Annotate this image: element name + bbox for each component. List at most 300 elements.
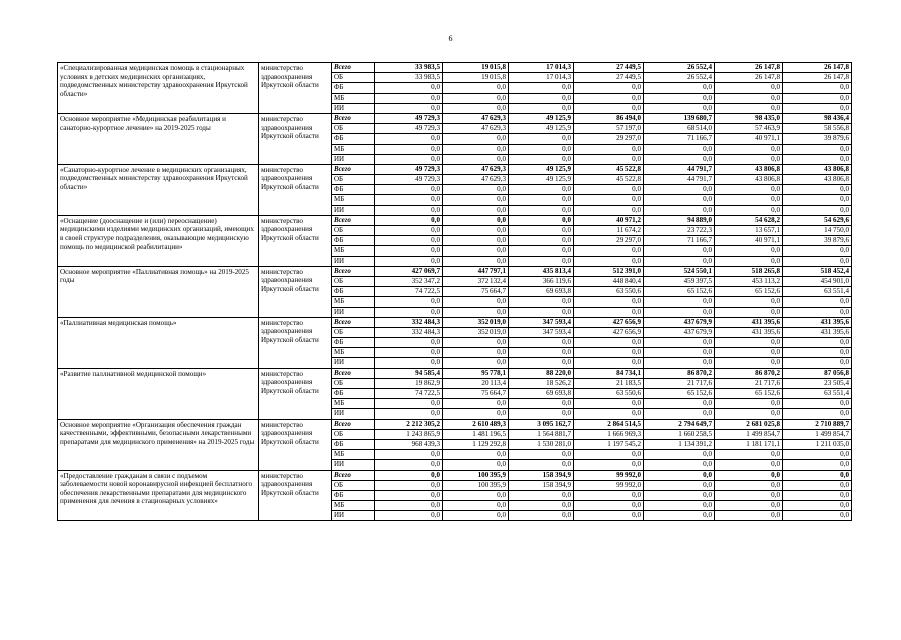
amount-cell: 0,0 [375,83,443,93]
amount-cell: 0,0 [644,490,715,500]
amount-cell: 0,0 [443,460,509,470]
amount-cell: 0,0 [574,103,644,113]
funding-source: ОБ [332,276,375,286]
amount-cell: 0,0 [509,83,574,93]
amount-cell: 88 220,0 [509,368,574,378]
funding-source: МБ [332,399,375,409]
responsible-executor: министерство здравоохранения Иркутской области [259,63,332,114]
amount-cell: 0,0 [509,490,574,500]
amount-cell: 68 514,0 [644,124,715,134]
amount-cell: 0,0 [509,501,574,511]
amount-cell: 0,0 [443,358,509,368]
amount-cell: 65 152,6 [644,287,715,297]
amount-cell: 20 113,4 [443,378,509,388]
amount-cell: 1 243 865,9 [375,429,443,439]
amount-cell: 0,0 [443,144,509,154]
amount-cell: 0,0 [375,480,443,490]
funding-source: Всего [332,164,375,174]
amount-cell: 45 522,8 [574,164,644,174]
amount-cell: 0,0 [574,185,644,195]
amount-cell: 0,0 [783,154,852,164]
funding-source: ФБ [332,338,375,348]
funding-source: ИИ [332,358,375,368]
amount-cell: 0,0 [574,307,644,317]
amount-cell: 0,0 [715,307,783,317]
amount-cell: 39 879,6 [783,236,852,246]
amount-cell: 1 564 881,7 [509,429,574,439]
amount-cell: 437 679,9 [644,317,715,327]
amount-cell: 0,0 [509,511,574,521]
amount-cell: 18 526,2 [509,378,574,388]
amount-cell: 86 494,0 [574,113,644,123]
amount-cell: 100 395,9 [443,470,509,480]
amount-cell: 332 484,3 [375,327,443,337]
amount-cell: 0,0 [715,205,783,215]
funding-source: ФБ [332,134,375,144]
amount-cell: 69 693,8 [509,287,574,297]
funding-source: ИИ [332,154,375,164]
amount-cell: 0,0 [574,501,644,511]
amount-cell: 352 019,0 [443,317,509,327]
amount-cell: 0,0 [574,358,644,368]
amount-cell: 95 778,1 [443,368,509,378]
amount-cell: 23 722,3 [644,226,715,236]
amount-cell: 0,0 [509,460,574,470]
amount-cell: 0,0 [644,348,715,358]
amount-cell: 49 125,9 [509,113,574,123]
amount-cell: 19 015,8 [443,63,509,73]
funding-source: ФБ [332,490,375,500]
amount-cell: 65 152,6 [715,389,783,399]
amount-cell: 11 674,2 [574,226,644,236]
amount-cell: 0,0 [644,256,715,266]
funding-source: Всего [332,215,375,225]
funding-source: МБ [332,297,375,307]
amount-cell: 0,0 [715,144,783,154]
amount-cell: 0,0 [644,501,715,511]
amount-cell: 0,0 [783,83,852,93]
amount-cell: 0,0 [509,399,574,409]
amount-cell: 1 181 171,1 [715,439,783,449]
table-row [58,266,852,276]
funding-source: ИИ [332,460,375,470]
funding-source: МБ [332,450,375,460]
amount-cell: 0,0 [443,154,509,164]
amount-cell: 2 681 025,8 [715,419,783,429]
amount-cell: 427 656,9 [574,327,644,337]
amount-cell: 0,0 [574,399,644,409]
amount-cell: 69 693,8 [509,389,574,399]
amount-cell: 0,0 [783,297,852,307]
amount-cell: 0,0 [509,154,574,164]
amount-cell: 0,0 [375,93,443,103]
amount-cell: 29 297,0 [574,236,644,246]
funding-source: МБ [332,348,375,358]
amount-cell: 0,0 [644,93,715,103]
amount-cell: 94 889,0 [644,215,715,225]
amount-cell: 99 992,0 [574,470,644,480]
amount-cell: 0,0 [644,399,715,409]
funding-source: ИИ [332,511,375,521]
amount-cell: 0,0 [574,460,644,470]
amount-cell: 0,0 [644,511,715,521]
funding-source: Всего [332,113,375,123]
amount-cell: 0,0 [644,307,715,317]
amount-cell: 43 806,8 [715,164,783,174]
amount-cell: 0,0 [574,256,644,266]
amount-cell: 54 629,6 [783,215,852,225]
funding-source: ОБ [332,226,375,236]
funding-source: ИИ [332,307,375,317]
measure-description: «Предоставление гражданам в связи с подъемом заболеваемости новой коронавирусной инфекцией бесплатного обеспечения лекарственными препаратами для медицинского применения для лечения в стационарных условиях» [58,470,259,521]
amount-cell: 0,0 [783,470,852,480]
amount-cell: 0,0 [375,144,443,154]
amount-cell: 1 666 969,3 [574,429,644,439]
amount-cell: 0,0 [715,256,783,266]
amount-cell: 47 629,3 [443,175,509,185]
amount-cell: 0,0 [783,103,852,113]
amount-cell: 47 629,3 [443,124,509,134]
amount-cell: 1 660 258,5 [644,429,715,439]
amount-cell: 58 556,8 [783,124,852,134]
amount-cell: 40 971,1 [715,134,783,144]
amount-cell: 0,0 [644,450,715,460]
amount-cell: 347 593,4 [509,327,574,337]
amount-cell: 0,0 [574,511,644,521]
amount-cell: 0,0 [375,348,443,358]
amount-cell: 0,0 [509,144,574,154]
amount-cell: 33 983,5 [375,63,443,73]
amount-cell: 2 212 305,2 [375,419,443,429]
amount-cell: 40 971,1 [715,236,783,246]
amount-cell: 0,0 [443,307,509,317]
amount-cell: 0,0 [443,297,509,307]
funding-source: ФБ [332,236,375,246]
amount-cell: 27 449,5 [574,73,644,83]
amount-cell: 23 505,4 [783,378,852,388]
amount-cell: 0,0 [574,83,644,93]
amount-cell: 0,0 [574,490,644,500]
amount-cell: 0,0 [644,409,715,419]
amount-cell: 0,0 [443,490,509,500]
amount-cell: 0,0 [443,399,509,409]
amount-cell: 0,0 [509,246,574,256]
amount-cell: 0,0 [375,358,443,368]
amount-cell: 447 797,1 [443,266,509,276]
amount-cell: 0,0 [715,338,783,348]
funding-source: ОБ [332,124,375,134]
amount-cell: 0,0 [375,103,443,113]
amount-cell: 0,0 [715,185,783,195]
amount-cell: 0,0 [783,246,852,256]
amount-cell: 0,0 [574,338,644,348]
amount-cell: 57 197,0 [574,124,644,134]
measure-description: Основное мероприятие «Паллиативная помощь» на 2019-2025 годы [58,266,259,317]
amount-cell: 63 550,6 [574,287,644,297]
amount-cell: 0,0 [375,134,443,144]
funding-source: ОБ [332,429,375,439]
amount-cell: 17 014,3 [509,73,574,83]
amount-cell: 0,0 [783,307,852,317]
amount-cell: 0,0 [644,154,715,164]
amount-cell: 86 870,2 [715,368,783,378]
amount-cell: 0,0 [375,205,443,215]
amount-cell: 0,0 [644,297,715,307]
amount-cell: 2 794 649,7 [644,419,715,429]
amount-cell: 0,0 [783,256,852,266]
amount-cell: 0,0 [644,480,715,490]
funding-source: ОБ [332,378,375,388]
amount-cell: 40 971,2 [574,215,644,225]
amount-cell: 2 710 889,7 [783,419,852,429]
funding-source: ОБ [332,480,375,490]
amount-cell: 0,0 [375,450,443,460]
amount-cell: 0,0 [509,358,574,368]
amount-cell: 13 657,1 [715,226,783,236]
funding-source: Всего [332,470,375,480]
amount-cell: 0,0 [783,93,852,103]
amount-cell: 459 397,5 [644,276,715,286]
amount-cell: 0,0 [644,460,715,470]
amount-cell: 454 901,0 [783,276,852,286]
amount-cell: 0,0 [715,409,783,419]
amount-cell: 21 717,6 [644,378,715,388]
amount-cell: 98 435,0 [715,113,783,123]
amount-cell: 1 499 854,7 [715,429,783,439]
amount-cell: 0,0 [574,297,644,307]
amount-cell: 0,0 [644,470,715,480]
responsible-executor: министерство здравоохранения Иркутской области [259,419,332,470]
funding-source: ИИ [332,256,375,266]
amount-cell: 47 629,3 [443,164,509,174]
amount-cell: 0,0 [644,205,715,215]
responsible-executor: министерство здравоохранения Иркутской области [259,113,332,164]
amount-cell: 43 806,8 [715,175,783,185]
funding-source: ФБ [332,83,375,93]
amount-cell: 21 183,5 [574,378,644,388]
amount-cell: 427 656,9 [574,317,644,327]
amount-cell: 71 166,7 [644,134,715,144]
amount-cell: 2 610 489,3 [443,419,509,429]
amount-cell: 0,0 [644,195,715,205]
table-row [58,113,852,123]
amount-cell: 0,0 [509,450,574,460]
funding-source: МБ [332,144,375,154]
amount-cell: 0,0 [509,307,574,317]
amount-cell: 0,0 [509,185,574,195]
page-number: 6 [448,34,453,43]
funding-source: ИИ [332,205,375,215]
amount-cell: 0,0 [509,205,574,215]
amount-cell: 1 211 035,0 [783,439,852,449]
amount-cell: 0,0 [509,256,574,266]
amount-cell: 1 499 854,7 [783,429,852,439]
funding-source: ОБ [332,175,375,185]
amount-cell: 0,0 [644,246,715,256]
funding-source: ИИ [332,409,375,419]
amount-cell: 158 394,9 [509,480,574,490]
amount-cell: 49 729,3 [375,175,443,185]
amount-cell: 0,0 [509,215,574,225]
amount-cell: 0,0 [443,450,509,460]
funding-source: ИИ [332,103,375,113]
funding-source: МБ [332,93,375,103]
amount-cell: 0,0 [644,103,715,113]
amount-cell: 0,0 [715,480,783,490]
amount-cell: 448 840,4 [574,276,644,286]
amount-cell: 0,0 [783,511,852,521]
funding-source: Всего [332,317,375,327]
amount-cell: 0,0 [375,195,443,205]
amount-cell: 26 147,8 [715,73,783,83]
funding-source: МБ [332,501,375,511]
amount-cell: 26 552,4 [644,63,715,73]
amount-cell: 0,0 [375,154,443,164]
table-row [58,419,852,429]
amount-cell: 0,0 [715,195,783,205]
amount-cell: 0,0 [715,501,783,511]
amount-cell: 0,0 [574,154,644,164]
amount-cell: 0,0 [375,460,443,470]
amount-cell: 0,0 [644,358,715,368]
funding-source: ФБ [332,287,375,297]
table-row [58,215,852,225]
responsible-executor: министерство здравоохранения Иркутской области [259,317,332,368]
amount-cell: 0,0 [509,134,574,144]
amount-cell: 63 550,6 [574,389,644,399]
amount-cell: 100 395,9 [443,480,509,490]
amount-cell: 47 629,3 [443,113,509,123]
amount-cell: 0,0 [375,409,443,419]
amount-cell: 87 056,8 [783,368,852,378]
amount-cell: 518 265,8 [715,266,783,276]
amount-cell: 71 166,7 [644,236,715,246]
amount-cell: 0,0 [644,83,715,93]
responsible-executor: министерство здравоохранения Иркутской области [259,215,332,266]
amount-cell: 0,0 [715,470,783,480]
amount-cell: 0,0 [783,144,852,154]
amount-cell: 26 552,4 [644,73,715,83]
amount-cell: 0,0 [715,450,783,460]
amount-cell: 0,0 [715,93,783,103]
amount-cell: 0,0 [783,501,852,511]
amount-cell: 0,0 [375,490,443,500]
amount-cell: 27 449,5 [574,63,644,73]
funding-source: МБ [332,195,375,205]
amount-cell: 26 147,8 [783,73,852,83]
amount-cell: 431 395,6 [783,317,852,327]
amount-cell: 0,0 [783,490,852,500]
funding-source: ФБ [332,389,375,399]
amount-cell: 0,0 [443,501,509,511]
amount-cell: 54 628,2 [715,215,783,225]
amount-cell: 0,0 [443,348,509,358]
amount-cell: 49 125,9 [509,124,574,134]
amount-cell: 0,0 [574,450,644,460]
amount-cell: 0,0 [375,297,443,307]
amount-cell: 0,0 [375,236,443,246]
amount-cell: 99 992,0 [574,480,644,490]
amount-cell: 29 297,0 [574,134,644,144]
amount-cell: 49 125,9 [509,164,574,174]
amount-cell: 44 791,7 [644,175,715,185]
amount-cell: 14 750,0 [783,226,852,236]
funding-source: МБ [332,246,375,256]
amount-cell: 0,0 [783,480,852,490]
amount-cell: 0,0 [783,338,852,348]
responsible-executor: министерство здравоохранения Иркутской области [259,266,332,317]
amount-cell: 0,0 [443,93,509,103]
amount-cell: 49 729,3 [375,113,443,123]
amount-cell: 427 069,7 [375,266,443,276]
amount-cell: 65 152,6 [715,287,783,297]
amount-cell: 0,0 [509,226,574,236]
amount-cell: 0,0 [443,256,509,266]
amount-cell: 968 439,3 [375,439,443,449]
amount-cell: 19 015,8 [443,73,509,83]
amount-cell: 19 862,9 [375,378,443,388]
amount-cell: 0,0 [715,297,783,307]
amount-cell: 524 550,1 [644,266,715,276]
measure-description: «Развитие паллиативной медицинской помощи» [58,368,259,419]
funding-source: Всего [332,368,375,378]
amount-cell: 0,0 [783,460,852,470]
amount-cell: 372 132,4 [443,276,509,286]
amount-cell: 0,0 [715,246,783,256]
amount-cell: 75 664,7 [443,287,509,297]
amount-cell: 17 014,3 [509,63,574,73]
amount-cell: 2 864 514,5 [574,419,644,429]
amount-cell: 158 394,9 [509,470,574,480]
amount-cell: 0,0 [783,450,852,460]
amount-cell: 0,0 [644,185,715,195]
funding-source: ФБ [332,439,375,449]
amount-cell: 0,0 [443,409,509,419]
amount-cell: 0,0 [574,195,644,205]
amount-cell: 453 113,2 [715,276,783,286]
table-row [58,317,852,327]
amount-cell: 518 452,4 [783,266,852,276]
amount-cell: 75 664,7 [443,389,509,399]
amount-cell: 0,0 [509,338,574,348]
amount-cell: 366 119,6 [509,276,574,286]
amount-cell: 347 593,4 [509,317,574,327]
amount-cell: 0,0 [375,511,443,521]
amount-cell: 0,0 [715,399,783,409]
amount-cell: 0,0 [375,307,443,317]
amount-cell: 0,0 [375,501,443,511]
amount-cell: 98 436,4 [783,113,852,123]
table-row [58,470,852,480]
amount-cell: 26 147,8 [783,63,852,73]
amount-cell: 26 147,8 [715,63,783,73]
amount-cell: 49 125,9 [509,175,574,185]
amount-cell: 431 395,6 [715,317,783,327]
funding-source: Всего [332,266,375,276]
amount-cell: 0,0 [443,511,509,521]
amount-cell: 0,0 [783,399,852,409]
amount-cell: 0,0 [715,83,783,93]
amount-cell: 0,0 [443,226,509,236]
amount-cell: 0,0 [574,93,644,103]
funding-source: Всего [332,63,375,73]
amount-cell: 0,0 [574,246,644,256]
amount-cell: 0,0 [443,134,509,144]
amount-cell: 1 134 391,2 [644,439,715,449]
amount-cell: 0,0 [375,215,443,225]
amount-cell: 0,0 [783,185,852,195]
amount-cell: 0,0 [783,409,852,419]
